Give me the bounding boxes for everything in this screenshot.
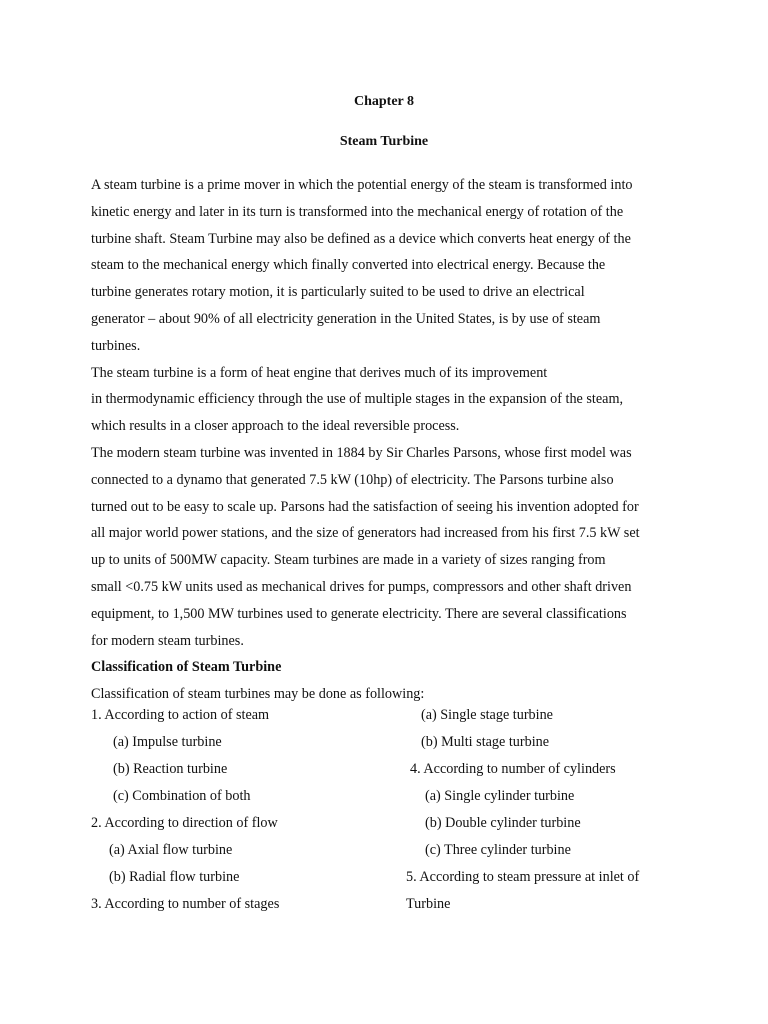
classification-left-column [91, 702, 279, 918]
text-line: The steam turbine is a form of heat engine that derives much of its improvement [91, 364, 548, 381]
text-line: A steam turbine is a prime mover in which the potential energy of the steam is transformed into [91, 177, 633, 193]
list-item: 1. According to action of steam [91, 707, 270, 723]
text-line: steam to the mechanical energy which finally converted into electrical energy. Because the [91, 257, 606, 274]
chapter-heading: Chapter 8 [353, 94, 415, 109]
classification-heading: Classification of Steam Turbine [91, 659, 282, 676]
text-line: turbine generates rotary motion, it is particularly suited to be used to drive an electrical [91, 284, 585, 301]
text-line: up to units of 500MW capacity. Steam turbines are made in a variety of sizes ranging from [91, 552, 606, 569]
list-item: (b) Radial flow turbine [109, 869, 240, 885]
text-line: which results in a closer approach to the ideal reversible process. [91, 418, 460, 435]
text-line: The modern steam turbine was invented in 1884 by Sir Charles Parsons, whose first model was [91, 444, 632, 461]
text-line: equipment, to 1,500 MW turbines used to generate electricity. There are several classifications [91, 605, 627, 622]
list-item: (c) Three cylinder turbine [425, 842, 571, 858]
list-item: (b) Reaction turbine [113, 761, 228, 777]
body-text [91, 172, 691, 708]
list-item: (a) Axial flow turbine [109, 842, 233, 858]
text-line: in thermodynamic efficiency through the use of multiple stages in the expansion of the steam, [91, 391, 624, 408]
text-line: for modern steam turbines. [91, 632, 244, 649]
list-item: (b) Multi stage turbine [421, 734, 550, 750]
list-item: (a) Impulse turbine [113, 734, 222, 750]
list-item: 3. According to number of stages [91, 896, 280, 912]
text-line: generator – about 90% of all electricity generation in the United States, is by use of steam [91, 310, 601, 327]
list-item: (a) Single cylinder turbine [425, 788, 575, 804]
text-line: connected to a dynamo that generated 7.5 kW (10hp) of electricity. The Parsons turbine also [91, 471, 614, 488]
list-item: (c) Combination of both [113, 788, 251, 804]
text-line: kinetic energy and later in its turn is transformed into the mechanical energy of rotation of the [91, 203, 624, 220]
page-title: Steam Turbine [339, 134, 429, 149]
classification-right-column [405, 702, 639, 918]
text-line: turned out to be easy to scale up. Parsons had the satisfaction of seeing his invention adopted for [91, 498, 639, 515]
text-line: all major world power stations, and the size of generators had increased from his first 7.5 kW set [91, 525, 640, 542]
list-item: (a) Single stage turbine [421, 707, 553, 723]
list-item: 4. According to number of cylinders [410, 761, 616, 777]
classification-intro: Classification of steam turbines may be done as following: [91, 686, 425, 703]
list-item: Turbine [406, 896, 451, 912]
text-line: small <0.75 kW units used as mechanical drives for pumps, compressors and other shaft driven [91, 578, 632, 595]
list-item: 2. According to direction of flow [91, 815, 278, 831]
text-line: turbine shaft. Steam Turbine may also be defined as a device which converts heat energy of the [91, 230, 631, 247]
text-line: turbines. [91, 337, 141, 354]
list-item: (b) Double cylinder turbine [425, 815, 581, 831]
list-item: 5. According to steam pressure at inlet of [406, 869, 640, 885]
